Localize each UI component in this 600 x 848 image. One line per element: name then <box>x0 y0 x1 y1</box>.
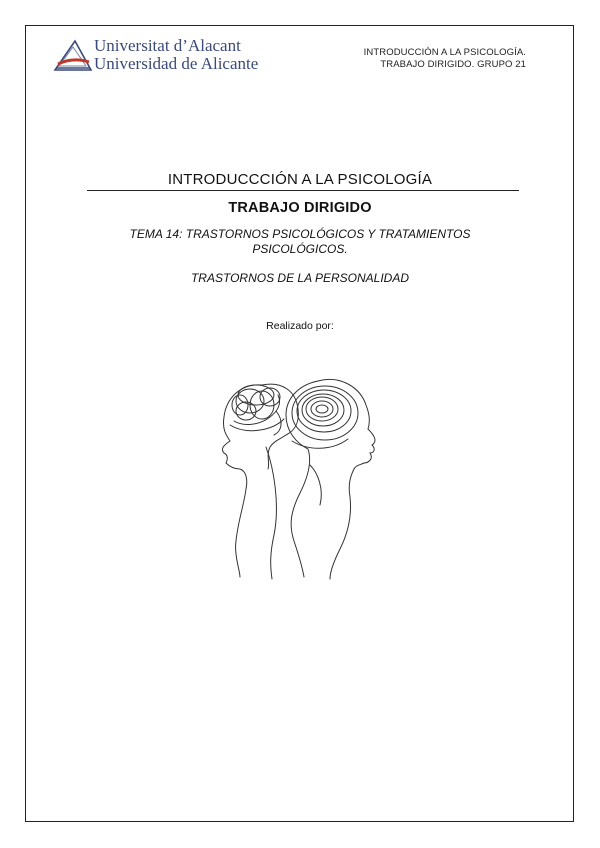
university-name-spanish: Universidad de Alicante <box>94 54 259 73</box>
header-course-info <box>364 47 526 71</box>
triangle-logo-icon <box>53 38 93 72</box>
university-name-valencian: Universitat d’Alacant <box>94 36 241 55</box>
author-label: Realizado por: <box>266 320 334 332</box>
work-title: TRABAJO DIRIGIDO <box>228 200 372 216</box>
header-course-line: INTRODUCCIÓN A LA PSICOLOGÍA. <box>363 47 526 58</box>
course-title: INTRODUCCCIÓN A LA PSICOLOGÍA <box>167 171 433 188</box>
topic-title: TEMA 14: TRASTORNOS PSICOLÓGICOS Y TRATAMIENTOS PSICOLÓGICOS. <box>129 227 471 256</box>
two-heads-line-art-icon <box>200 365 400 580</box>
header-group-line: TRABAJO DIRIGIDO. GRUPO 21 <box>380 59 526 70</box>
subtopic-title: TRASTORNOS DE LA PERSONALIDAD <box>190 271 410 285</box>
title-divider <box>87 190 519 191</box>
university-name <box>94 37 258 73</box>
